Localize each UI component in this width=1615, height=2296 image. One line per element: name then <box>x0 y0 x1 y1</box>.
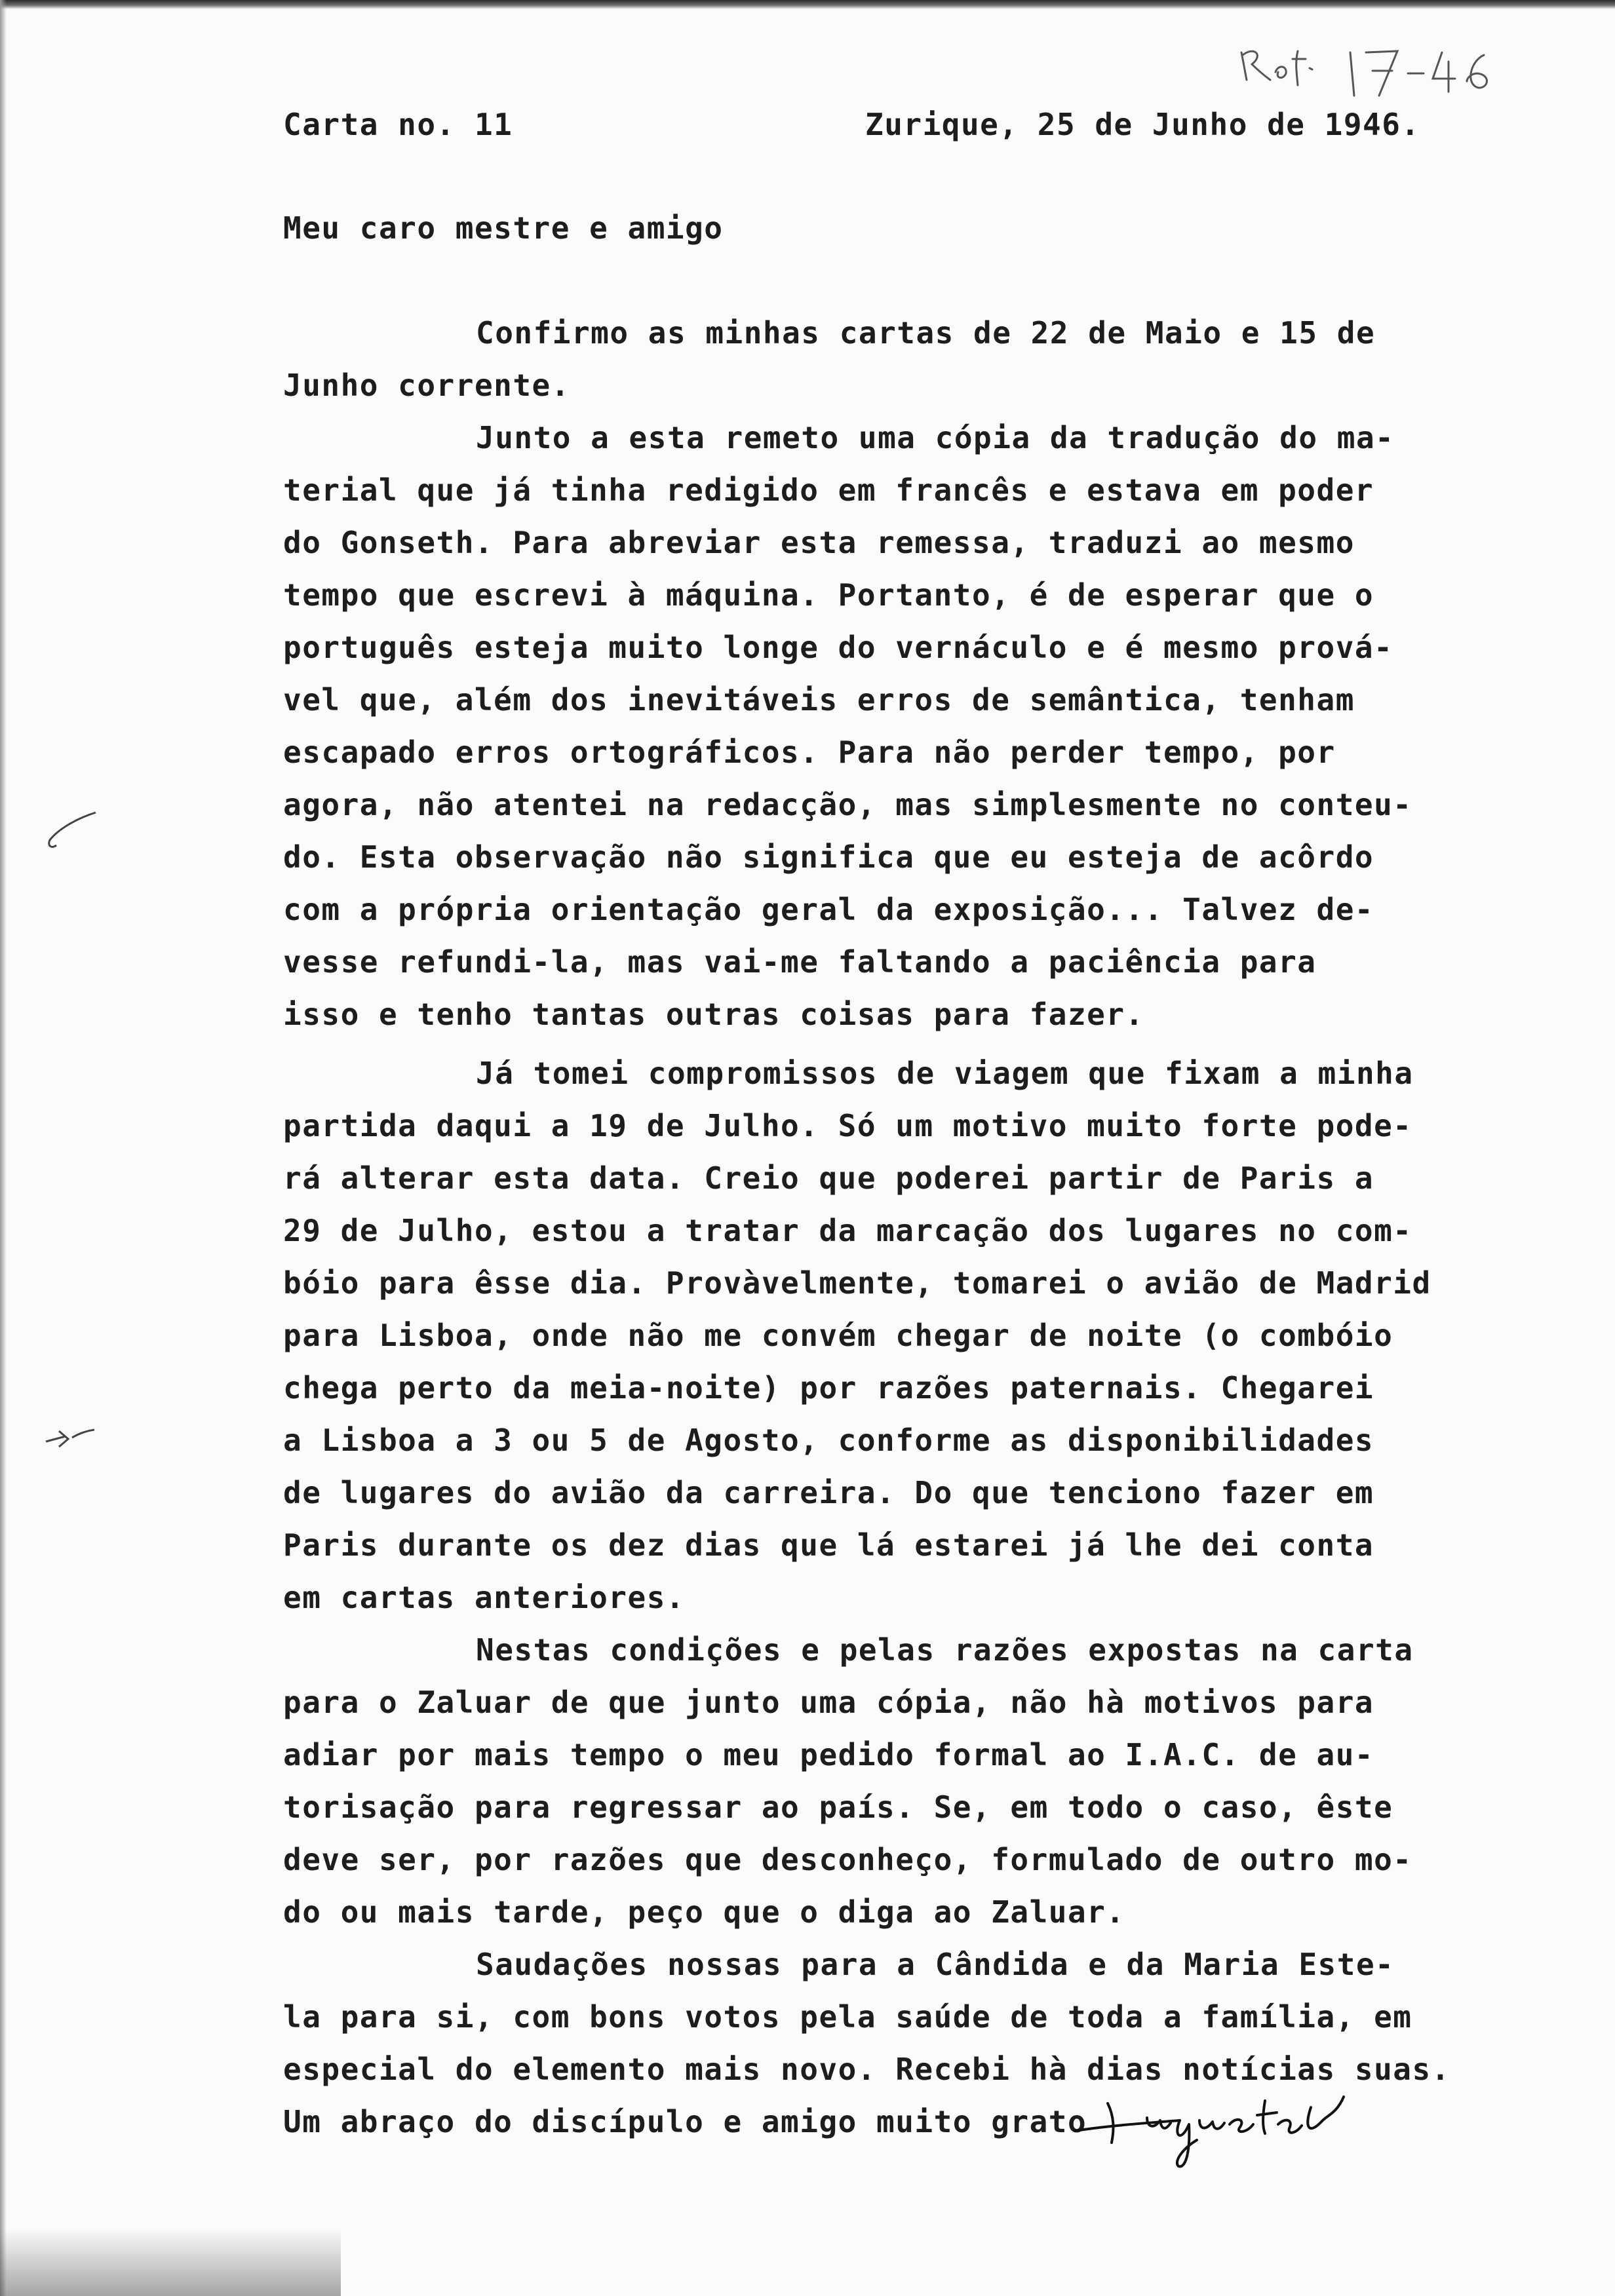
letter-number: Carta no. 11 <box>283 107 513 142</box>
margin-mark <box>39 1422 98 1455</box>
body-line: para Lisboa, onde não me convém chegar de noite (o combóio <box>283 1318 1393 1353</box>
body-line: adiar por mais tempo o meu pedido formal ao I.A.C. de au- <box>283 1737 1374 1772</box>
body-line: em cartas anteriores. <box>283 1580 686 1615</box>
body-line: Junho corrente. <box>283 368 570 403</box>
body-line: tempo que escrevi à máquina. Portanto, é de esperar que o <box>283 577 1374 613</box>
body-line: vel que, além dos inevitáveis erros de semântica, tenham <box>283 682 1355 718</box>
body-line: bóio para êsse dia. Provàvelmente, tomarei o avião de Madrid <box>283 1265 1431 1301</box>
body-line: português esteja muito longe do vernáculo e é mesmo prová- <box>283 630 1393 665</box>
body-line: Junto a esta remeto uma cópia da tradução do ma- <box>476 420 1395 455</box>
body-line: com a própria orientação geral da exposição... Talvez de- <box>283 892 1374 927</box>
body-line: do ou mais tarde, peço que o diga ao Zaluar. <box>283 1894 1125 1930</box>
body-line: torisação para regressar ao país. Se, em todo o caso, êste <box>283 1789 1393 1825</box>
letter-place-date: Zurique, 25 de Junho de 1946. <box>865 107 1420 142</box>
body-line: deve ser, por razões que desconheço, formulado de outro mo- <box>283 1842 1412 1877</box>
body-line: Já tomei compromissos de viagem que fixam a minha <box>476 1056 1414 1091</box>
handwritten-signature <box>1068 2077 1370 2175</box>
body-line: 29 de Julho, estou a tratar da marcação dos lugares no com- <box>283 1213 1412 1248</box>
body-line: do. Esta observação não significa que eu esteja de acôrdo <box>283 839 1374 875</box>
body-line: Saudações nossas para a Cândida e da Maria Este- <box>476 1947 1395 1982</box>
body-line: rá alterar esta data. Creio que poderei partir de Paris a <box>283 1160 1374 1196</box>
body-line: a Lisboa a 3 ou 5 de Agosto, conforme as disponibilidades <box>283 1423 1374 1458</box>
body-line: terial que já tinha redigido em francês e estava em poder <box>283 472 1374 508</box>
body-line: Paris durante os dez dias que lá estarei já lhe dei conta <box>283 1527 1374 1563</box>
margin-mark <box>39 806 98 858</box>
body-line: especial do elemento mais novo. Recebi hà dias notícias suas. <box>283 2052 1450 2087</box>
letter-salutation: Meu caro mestre e amigo <box>283 210 724 246</box>
body-line: para o Zaluar de que junto uma cópia, não hà motivos para <box>283 1685 1374 1720</box>
body-line: partida daqui a 19 de Julho. Só um motivo muito forte pode- <box>283 1108 1412 1143</box>
body-line: Confirmo as minhas cartas de 22 de Maio e 15 de <box>476 315 1376 351</box>
handwritten-archive-ref <box>1232 33 1508 98</box>
body-line: chega perto da meia-noite) por razões paternais. Chegarei <box>283 1370 1374 1406</box>
body-line: vesse refundi-la, mas vai-me faltando a paciência para <box>283 944 1317 980</box>
body-line: Nestas condições e pelas razões expostas na carta <box>476 1632 1414 1668</box>
scan-top-edge <box>0 0 1615 9</box>
scan-bottom-smudge <box>0 2228 341 2296</box>
body-line: la para si, com bons votos pela saúde de toda a família, em <box>283 1999 1412 2035</box>
body-line: isso e tenho tantas outras coisas para fazer. <box>283 997 1144 1032</box>
body-line: Um abraço do discípulo e amigo muito grato <box>283 2104 1087 2139</box>
body-line: do Gonseth. Para abreviar esta remessa, traduzi ao mesmo <box>283 525 1355 560</box>
body-line: escapado erros ortográficos. Para não perder tempo, por <box>283 735 1336 770</box>
body-line: de lugares do avião da carreira. Do que tenciono fazer em <box>283 1475 1374 1510</box>
body-line: agora, não atentei na redacção, mas simplesmente no conteu- <box>283 787 1412 822</box>
scan-left-edge <box>0 0 7 2296</box>
